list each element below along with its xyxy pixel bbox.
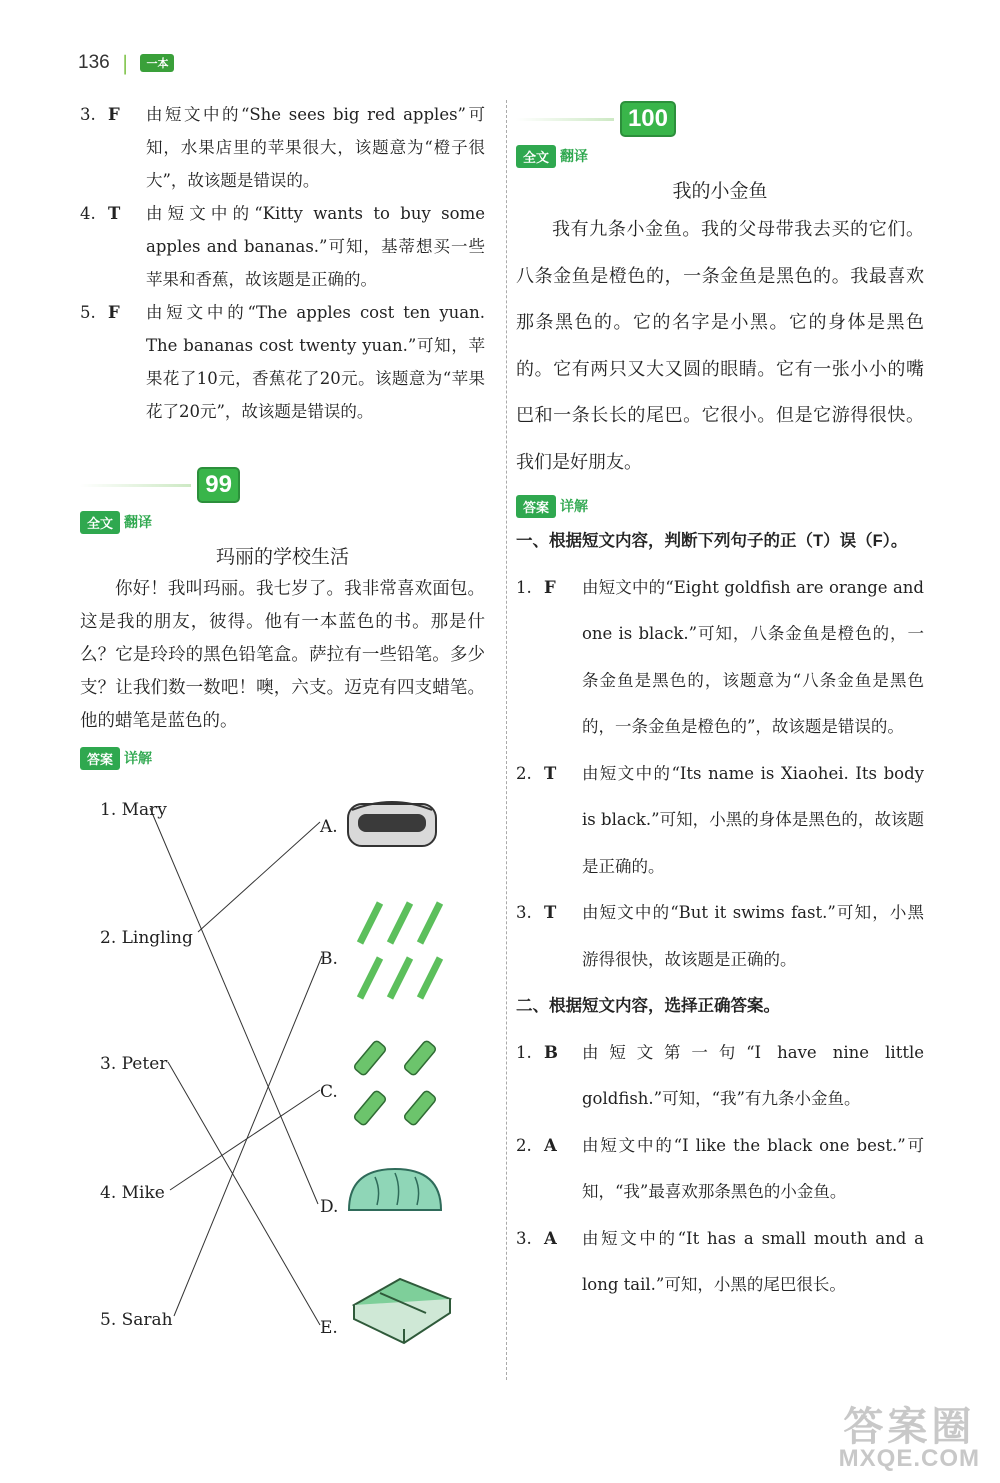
match-letter-c: C. bbox=[320, 1082, 338, 1102]
item-number: 1. bbox=[516, 577, 532, 597]
answer-item bbox=[516, 1216, 924, 1309]
match-name-lingling: 2. Lingling bbox=[100, 928, 193, 948]
answer-item bbox=[80, 98, 485, 197]
publisher-logo: 一本 bbox=[140, 54, 174, 72]
item-answer: F bbox=[108, 105, 120, 124]
item-explanation: 由短文中的“The apples cost ten yuan. The bananas cost twenty yuan.”可知，苹果花了10元，香蕉花了20元。该题意为“苹果花了20元”，故该题是错误的。 bbox=[146, 303, 485, 421]
item-explanation: 由短文中的“Its name is Xiaohei. Its body is black.”可知，小黑的身体是黑色的，故该题是正确的。 bbox=[582, 763, 924, 876]
answer-item bbox=[80, 296, 485, 428]
answer-item bbox=[516, 1123, 924, 1216]
answer-item bbox=[80, 197, 485, 296]
translation-tag-box: 全文 bbox=[516, 145, 556, 168]
pencil-case-icon bbox=[348, 802, 436, 846]
item-number: 2. bbox=[516, 763, 532, 783]
book-icon bbox=[354, 1279, 450, 1343]
lesson-header bbox=[80, 468, 240, 502]
translation-tag bbox=[80, 510, 485, 534]
left-column bbox=[80, 98, 485, 1400]
item-number: 5. bbox=[80, 303, 96, 322]
item-answer: F bbox=[544, 577, 556, 597]
item-number: 2. bbox=[516, 1135, 532, 1155]
crayons-icon bbox=[353, 1040, 437, 1127]
header-separator: | bbox=[121, 51, 129, 75]
answer-tag bbox=[80, 746, 485, 770]
match-name-sarah: 5. Sarah bbox=[100, 1310, 173, 1330]
matching-lines bbox=[70, 780, 490, 1400]
item-explanation: 由短文中的“But it swims fast.”可知，小黑游得很快，故该题是正确的。 bbox=[582, 903, 924, 969]
answer-item bbox=[516, 890, 924, 983]
answer-item bbox=[516, 565, 924, 751]
match-letter-b: B. bbox=[320, 949, 338, 969]
item-answer: F bbox=[108, 303, 120, 322]
lesson-header bbox=[516, 102, 676, 136]
bread-icon bbox=[349, 1169, 441, 1210]
watermark-cn: 答案圈 bbox=[843, 1405, 976, 1449]
match-letter-e: E. bbox=[320, 1318, 338, 1338]
match-line bbox=[168, 1062, 320, 1325]
answer-item bbox=[516, 1030, 924, 1123]
story-paragraph: 你好！我叫玛丽。我七岁了。我非常喜欢面包。这是我的朋友，彼得。他有一本蓝色的书。那是什么？它是玲玲的黑色铅笔盒。萨拉有一些铅笔。多少支？让我们数一数吧！噢，六支。迈克有四支蜡笔。他的蜡笔是蓝色的。 bbox=[80, 579, 485, 731]
translation-tag-box: 全文 bbox=[80, 511, 120, 534]
match-name-peter: 3. Peter bbox=[100, 1054, 168, 1074]
item-explanation: 由短文中的“I like the black one best.”可知，“我”最喜欢那条黑色的小金鱼。 bbox=[582, 1135, 924, 1201]
lesson-header-rule bbox=[80, 484, 191, 487]
item-number: 1. bbox=[516, 1042, 532, 1062]
answer-tag-box: 答案 bbox=[516, 495, 556, 518]
answer-tag-text: 详解 bbox=[560, 498, 589, 514]
match-line bbox=[174, 956, 322, 1316]
item-answer: A bbox=[544, 1135, 557, 1155]
watermark-url: MXQE.COM bbox=[838, 1445, 980, 1472]
page-header bbox=[78, 50, 174, 76]
item-answer: B bbox=[544, 1042, 558, 1062]
answer-item bbox=[516, 751, 924, 891]
item-number: 3. bbox=[80, 105, 96, 124]
item-explanation: 由短文中的“Kitty wants to buy some apples and bananas.”可知，基蒂想买一些苹果和香蕉，故该题是正确的。 bbox=[146, 204, 485, 289]
translation-tag bbox=[516, 144, 924, 168]
item-explanation: 由短文中的“Eight goldfish are orange and one is black.”可知，八条金鱼是橙色的，一条金鱼是黑色的，该题意为“八条金鱼是黑色的，一条金鱼是橙色的”，故该题是错误的。 bbox=[582, 577, 924, 736]
story-paragraph: 我有九条小金鱼。我的父母带我去买的它们。八条金鱼是橙色的，一条金鱼是黑色的。我最喜欢那条黑色的。它的名字是小黑。它的身体是黑色的。它有两只又大又圆的眼睛。它有一张小小的嘴巴和一条长长的尾巴。它很小。但是它游得很快。我们是好朋友。 bbox=[516, 219, 924, 473]
lesson-number-badge: 100 bbox=[620, 101, 676, 137]
column-divider bbox=[506, 100, 507, 1380]
item-explanation: 由短文中的“It has a small mouth and a long tail.”可知，小黑的尾巴很长。 bbox=[582, 1228, 924, 1294]
item-answer: T bbox=[544, 903, 557, 922]
match-letter-d: D. bbox=[320, 1197, 339, 1217]
page-number: 136 bbox=[78, 52, 110, 73]
matching-exercise bbox=[70, 780, 490, 1400]
item-number: 4. bbox=[80, 204, 96, 223]
section-title-true-false: 一、根据短文内容，判断下列句子的正（T）误（F）。 bbox=[516, 532, 908, 550]
lesson-header-rule bbox=[516, 118, 614, 121]
story-title: 玛丽的学校生活 bbox=[215, 547, 349, 568]
item-number: 3. bbox=[516, 1228, 532, 1248]
translation-tag-text: 翻译 bbox=[124, 514, 153, 530]
answer-tag-text: 详解 bbox=[124, 750, 153, 766]
match-name-mike: 4. Mike bbox=[100, 1183, 165, 1203]
answer-tag-box: 答案 bbox=[80, 747, 120, 770]
answer-tag bbox=[516, 494, 924, 518]
match-line bbox=[150, 808, 318, 1204]
lesson-number-badge: 99 bbox=[197, 467, 240, 503]
item-explanation: 由短文第一句“I have nine little goldfish.”可知，“我”有九条小金鱼。 bbox=[582, 1042, 924, 1108]
item-number: 3. bbox=[516, 903, 532, 922]
item-answer: T bbox=[544, 763, 557, 783]
match-line bbox=[198, 822, 320, 932]
item-answer: A bbox=[544, 1228, 557, 1248]
watermark bbox=[839, 1407, 980, 1471]
item-answer: T bbox=[108, 204, 121, 223]
match-letter-a: A. bbox=[320, 817, 338, 837]
item-explanation: 由短文中的“She sees big red apples”可知，水果店里的苹果很大，该题意为“橙子很大”，故该题是错误的。 bbox=[146, 105, 485, 190]
pencils-icon bbox=[360, 903, 440, 998]
right-column bbox=[516, 98, 924, 1309]
section-title-choice: 二、根据短文内容，选择正确答案。 bbox=[516, 997, 780, 1015]
translation-tag-text: 翻译 bbox=[560, 148, 589, 164]
match-name-mary: 1. Mary bbox=[100, 800, 167, 820]
story-title: 我的小金鱼 bbox=[672, 181, 768, 202]
